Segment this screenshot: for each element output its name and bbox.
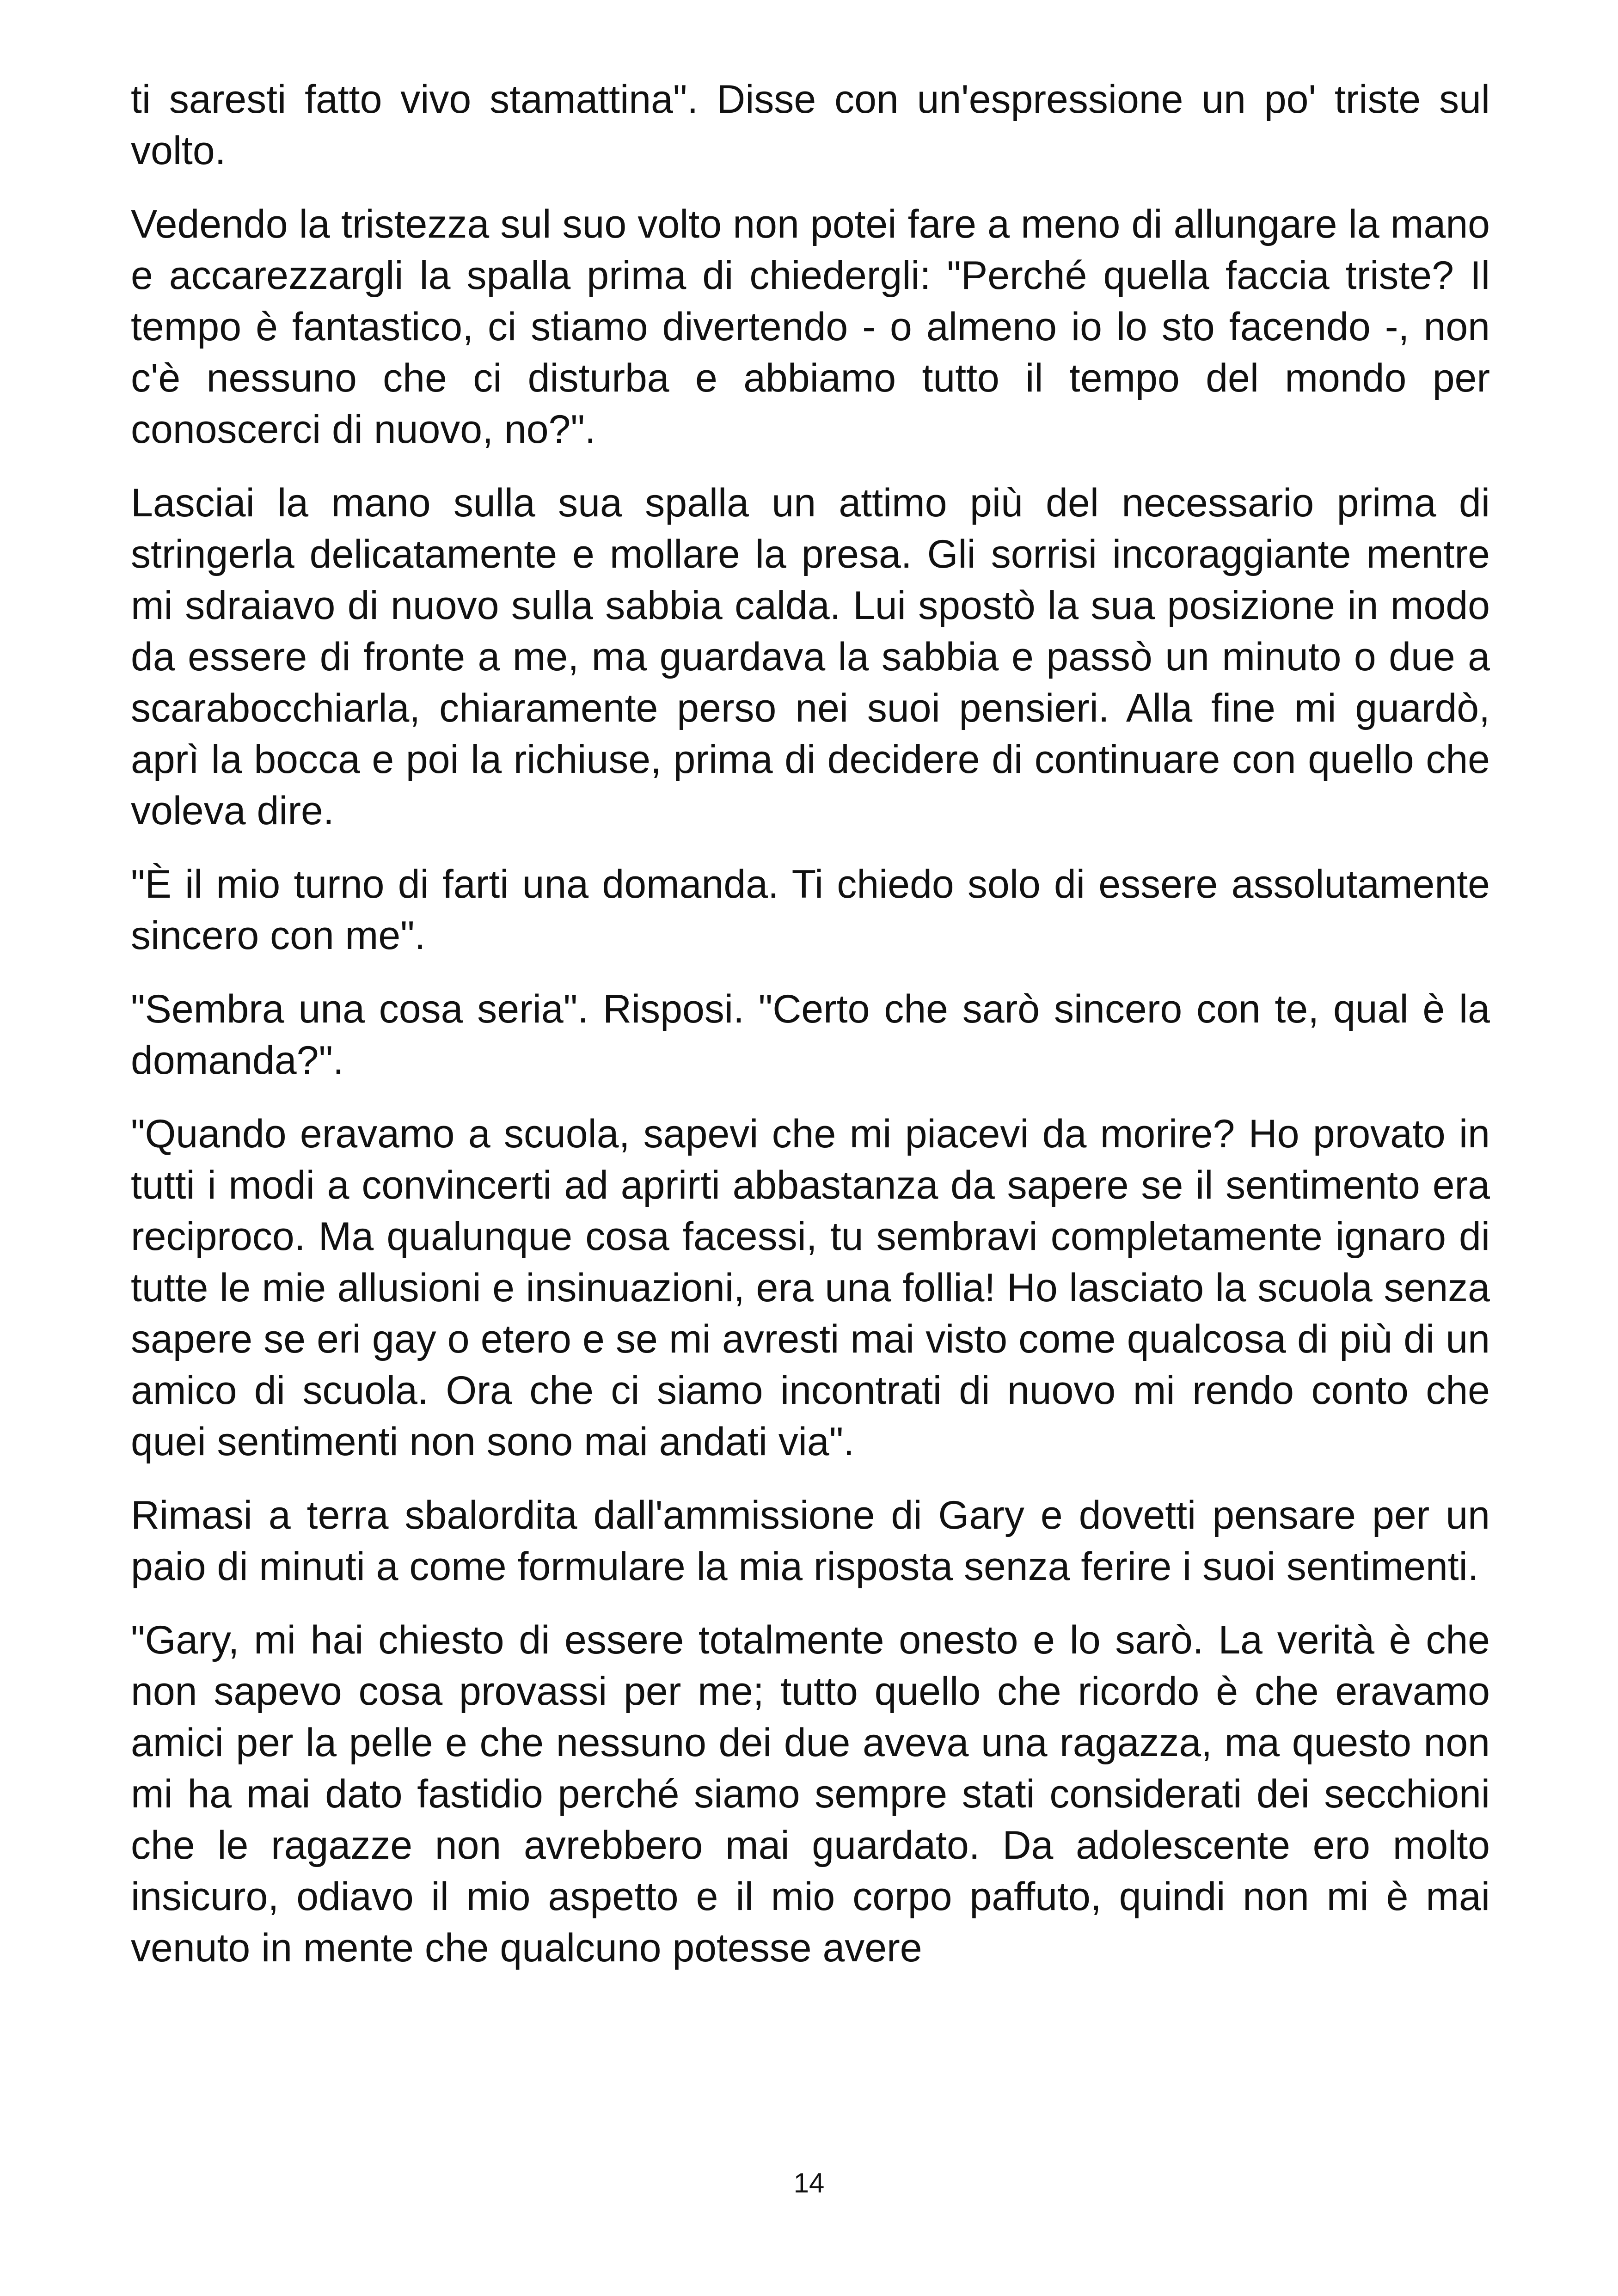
paragraph-1: ti saresti fatto vivo stamattina". Disse con un'espressione un po' triste sul volto.	[131, 77, 1490, 173]
paragraph-4: "È il mio turno di farti una domanda. Ti chiedo solo di essere assolutamente sincero con me".	[131, 862, 1490, 958]
paragraph-5: "Sembra una cosa seria". Risposi. "Certo che sarò sincero con te, qual è la domanda?".	[131, 987, 1490, 1083]
page-number: 14	[793, 2167, 825, 2198]
body-text	[131, 74, 1490, 1996]
paragraph-6: "Quando eravamo a scuola, sapevi che mi piacevi da morire? Ho provato in tutti i modi a convincerti ad aprirti abbastanza da sapere se il sentimento era reciproco. Ma qualunque cosa facessi, tu sembravi completamente ignaro di tutte le mie allusioni e insinuazioni, era una follia! Ho lasciato la scuola senza sapere se eri gay o etero e se mi avresti mai visto come qualcosa di più di un amico di scuola. Ora che ci siamo incontrati di nuovo mi rendo conto che quei sentimenti non sono mai andati via".	[131, 1112, 1490, 1464]
paragraph-3: Lasciai la mano sulla sua spalla un attimo più del necessario prima di stringerla delicatamente e mollare la presa. Gli sorrisi incoraggiante mentre mi sdraiavo di nuovo sulla sabbia calda. Lui spostò la sua posizione in modo da essere di fronte a me, ma guardava la sabbia e passò un minuto o due a scarabocchiarla, chiaramente perso nei suoi pensieri. Alla fine mi guardò, aprì la bocca e poi la richiuse, prima di decidere di continuare con quello che voleva dire.	[131, 481, 1490, 833]
paragraph-8: "Gary, mi hai chiesto di essere totalmente onesto e lo sarò. La verità è che non sapevo cosa provassi per me; tutto quello che ricordo è che eravamo amici per la pelle e che nessuno dei due aveva una ragazza, ma questo non mi ha mai dato fastidio perché siamo sempre stati considerati dei secchioni che le ragazze non avrebbero mai guardato. Da adolescente ero molto insicuro, odiavo il mio aspetto e il mio corpo paffuto, quindi non mi è mai venuto in mente che qualcuno potesse avere	[131, 1618, 1490, 1970]
paragraph-2: Vedendo la tristezza sul suo volto non potei fare a meno di allungare la mano e accarezzargli la spalla prima di chiedergli: "Perché quella faccia triste? Il tempo è fantastico, ci stiamo divertendo - o almeno io lo sto facendo -, non c'è nessuno che ci disturba e abbiamo tutto il tempo del mondo per conoscerci di nuovo, no?".	[131, 202, 1490, 452]
paragraph-7: Rimasi a terra sbalordita dall'ammissione di Gary e dovetti pensare per un paio di minuti a come formulare la mia risposta senza ferire i suoi sentimenti.	[131, 1493, 1490, 1589]
